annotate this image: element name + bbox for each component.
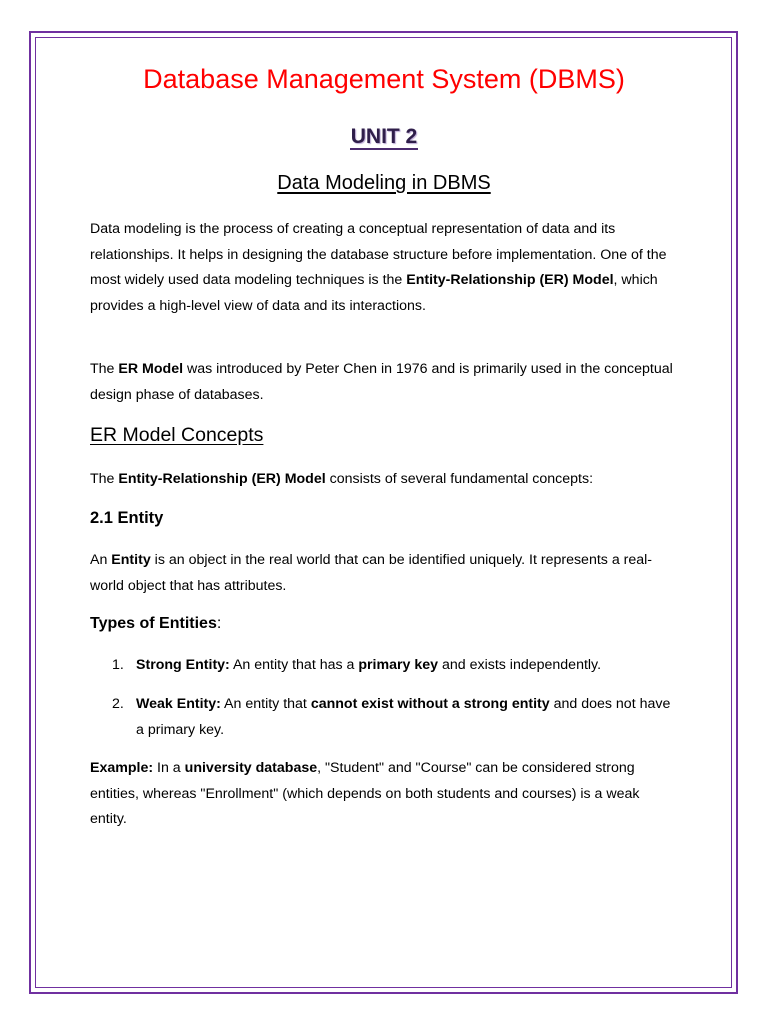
list-item-text-end: and exists independently.	[438, 657, 602, 673]
intro-p2-bold-er-model: ER Model	[118, 361, 184, 377]
intro-p1-bold-er-model: Entity-Relationship (ER) Model	[406, 272, 614, 288]
list-item	[112, 653, 682, 679]
intro-paragraph-2	[90, 357, 680, 408]
section-heading	[0, 172, 768, 195]
intro-p2-text-a: The	[90, 361, 119, 377]
concepts-bold-er-model: Entity-Relationship (ER) Model	[118, 471, 326, 487]
example-text-d: , "Student" and "Course" can be considered strong entities, whereas "Enrollment" (which depends on both students and courses) is a weak entity.	[90, 760, 640, 827]
list-item-text-end: and does not have a primary key.	[136, 696, 671, 738]
list-item-bold: cannot exist without a strong entity	[310, 696, 550, 712]
list-item-number: 1.	[112, 657, 124, 673]
entity-bold-term: Entity	[111, 552, 151, 568]
types-of-entities-heading	[90, 615, 221, 633]
types-heading-text: Types of Entities	[90, 615, 217, 632]
entity-text-c: is an object in the real world that can be identified uniquely. It represents a real-world object that has attributes.	[90, 552, 653, 594]
list-item-number: 2.	[112, 696, 124, 712]
list-item-term: Weak Entity:	[136, 696, 221, 712]
example-bold-university-database: university database	[184, 760, 318, 776]
intro-p1-text-c: , which provides a high-level view of data and its interactions.	[90, 272, 658, 314]
entity-heading: 2.1 Entity	[90, 509, 164, 527]
list-item-text: An entity that	[220, 696, 311, 712]
list-item-body	[136, 653, 682, 679]
entity-paragraph	[90, 548, 680, 599]
list-item-text: An entity that has a	[229, 657, 359, 673]
list-item-body	[136, 692, 682, 743]
types-heading-colon: :	[216, 615, 222, 632]
concepts-text-a: The	[90, 471, 119, 487]
intro-paragraph-1	[90, 217, 680, 319]
list-item-term: Strong Entity:	[136, 657, 230, 673]
entity-text-a: An	[90, 552, 112, 568]
er-model-concepts-heading: ER Model Concepts	[90, 424, 264, 446]
example-paragraph	[90, 756, 680, 833]
list-item-bold: primary key	[358, 657, 439, 673]
concepts-paragraph	[90, 467, 680, 493]
unit-label	[0, 125, 768, 150]
section-heading-text: Data Modeling in DBMS	[277, 172, 491, 194]
intro-p2-text-c: was introduced by Peter Chen in 1976 and is primarily used in the conceptual design phase of databases.	[90, 361, 673, 403]
example-text-b: In a	[153, 760, 185, 776]
concepts-text-c: consists of several fundamental concepts:	[325, 471, 594, 487]
unit-label-text: UNIT 2	[350, 125, 418, 148]
list-item	[112, 692, 682, 743]
intro-p1-text-a: Data modeling is the process of creating a conceptual representation of data and its relationships. It helps in designing the database structure before implementation. One of the most widely used data modeling techniques is the	[90, 221, 667, 288]
document-title: Database Management System (DBMS)	[143, 64, 625, 94]
example-label: Example:	[90, 760, 154, 776]
